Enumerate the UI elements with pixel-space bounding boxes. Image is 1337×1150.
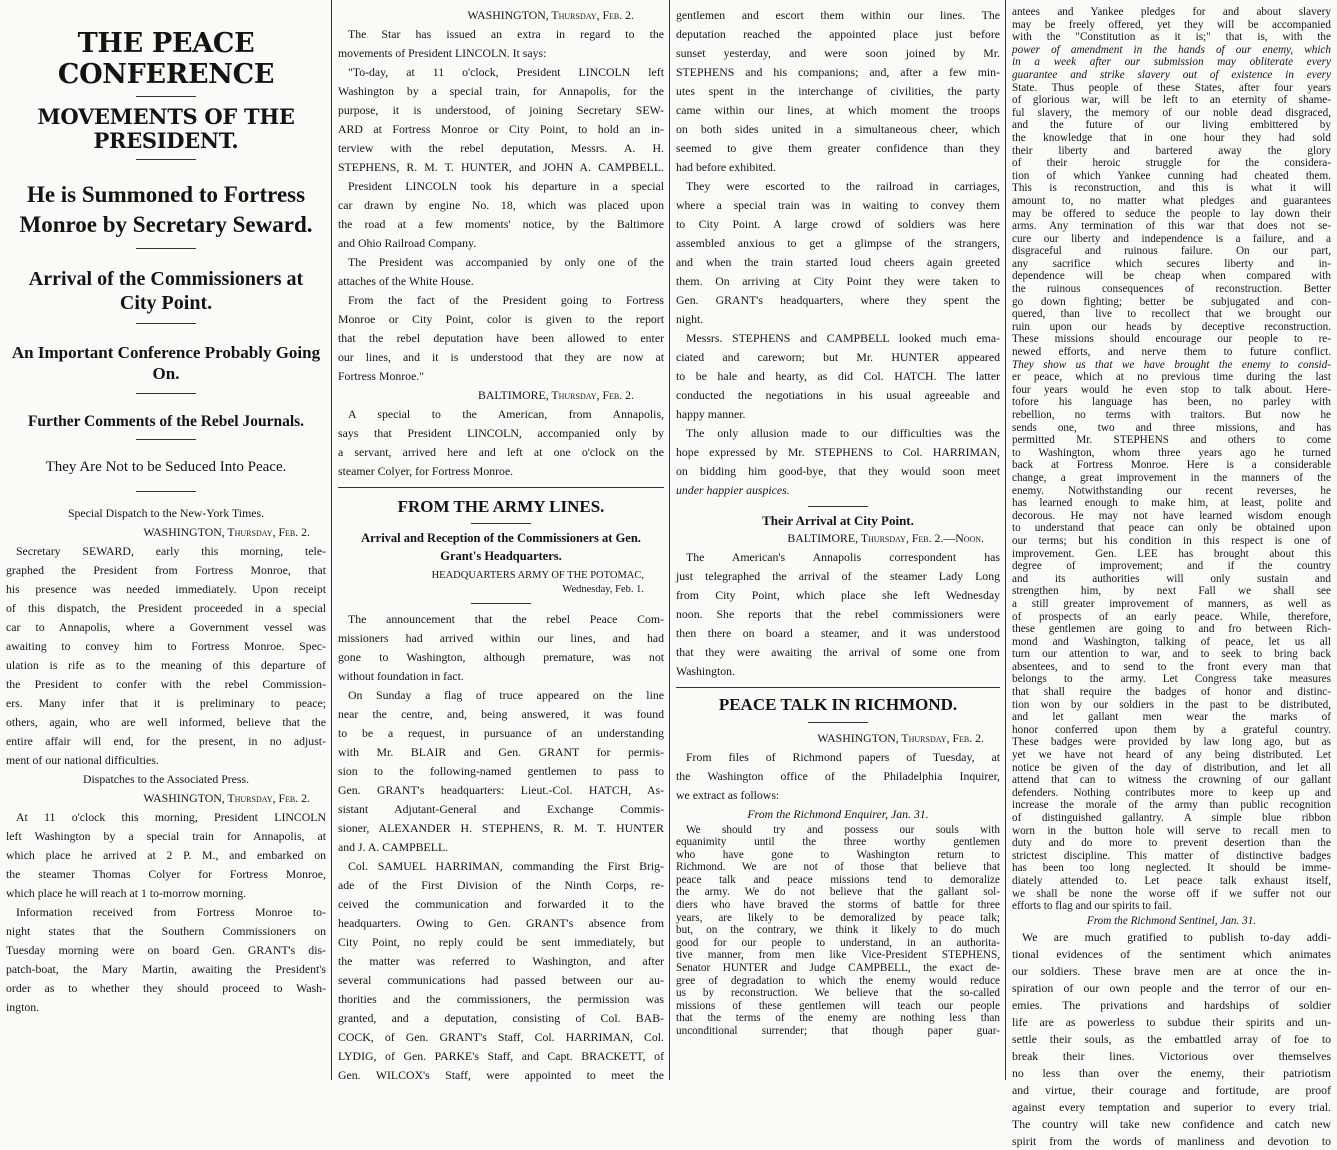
text-line: the army. We do not believe that the gallant sol- [676,886,1000,899]
byline: Dispatches to the Associated Press. [82,771,250,786]
text-line: on bidding him good-bye, that they would soon meet [676,464,1000,478]
divider [808,722,868,723]
text-line: The announcement that the rebel Peace Com- [348,612,664,627]
text-line: amount to, no matter what pledges and guarantees [1012,194,1331,207]
text-line: on both sides united in a simultaneous cheer, which [676,122,1000,136]
text-line: our soldiers. These brave men are at once the in- [1012,964,1331,979]
text-line: near the centre, and, being answered, it was found [338,707,664,722]
text-line: our terms; but his condition in this respect is one of [1012,534,1331,547]
divider [136,159,196,160]
text-line: and virtue, their courage and fortitude, are proof [1012,1083,1331,1098]
text-line: unconditional surrender; that though paper guar- [676,1025,1000,1037]
text-line: us by reconstruction. We believe that the so-called [676,987,1000,1000]
text-line: mond and Washington, talking of peace, let us all [1012,635,1331,648]
text-line: settle their souls, as the embattled array of foe to [1012,1032,1331,1047]
text-line: of distinguished gallantry. A simple blue ribbon [1012,812,1331,824]
text-line: steamer Colyer, for Fortress Monroe. [338,464,514,478]
text-line: hope expressed by Mr. STEPHENS to Col. HARRIMAN, [676,445,1000,459]
text-line: that shall require the badges of honor and distinc- [1012,686,1331,699]
text-line: night states that the Southern Commissioners on [6,923,326,938]
text-line: left Washington by a special train for Annapolis, at [6,828,326,843]
text-line: life are as powerless to subdue their spirits and un- [1012,1015,1331,1030]
text-line: The President was accompanied by only one of the [348,255,664,269]
text-line: absentees, and to send to the front every man that [1012,660,1331,673]
text-line: duty and do more to prevent desertion than the [1012,837,1331,850]
text-line: They were escorted to the railroad in carriages, [686,179,1000,193]
text-line: A special to the American, from Annapolis, [348,407,664,421]
text-line: tive manner, from men like Vice-President STEPHENS, [676,949,1000,962]
text-line: ciated and careworn; but Mr. HUNTER appeared [676,350,1000,364]
text-line: degree of improvement; and if the country [1012,560,1331,573]
text-line: er peace, which at no previous time during the last [1012,371,1331,384]
divider [136,491,196,492]
text-line: Gen. GRANT's headquarters: Lieut.-Col. HATCH, As- [338,783,664,798]
text-line: the road at a few moments' notice, by the Baltimore [338,217,664,231]
text-line: but, on the contrary, we think it likely to do much [676,924,1000,937]
text-line: notice be given of the day of distribution, and let all [1012,761,1331,774]
text-line: LYDIG, of Gen. PARKE's Staff, and Capt. BRACKETT, of [338,1049,664,1064]
dateline: WASHINGTON, Thursday, Feb. 2. [467,8,634,22]
text-line: Fortress Monroe." [338,369,425,383]
text-line: night. [676,312,704,326]
text-line: several communications had passed between our au- [338,973,664,988]
text-line: deputation reached the appointed place just before [676,27,1000,41]
text-line: yet we have not heard of any being distributed. Let [1012,749,1331,762]
text-line: power of amendment in the hands of our enemy, which [1012,43,1331,56]
text-line: who have gone to Washington return to [676,848,1000,861]
text-line: peace talk and peace missions tend to demoralize [676,873,1000,886]
text-line: where a special train was in waiting to convey them [676,198,1000,212]
text-line: Information received from Fortress Monroe to- [16,904,326,919]
text-line: no less than over the enemy, their patriotism [1012,1066,1331,1081]
text-line: against every temptation and superior to every trial. [1012,1100,1331,1115]
text-line: of this dispatch, the President proceeded in a special [6,600,326,615]
text-line: spirit from the words of manliness and devotion to [1012,1134,1331,1149]
text-line: thorities and the commissioners, the permission was [338,992,664,1007]
text-line: antees and Yankee pledges for and about slavery [1012,6,1331,18]
text-line: ade of the First Division of the Ninth Corps, re- [338,878,664,893]
text-line: quered, than live to recollect that we brought our [1012,308,1331,321]
text-line: from City Point, which place she left Wednesday [676,588,1000,603]
text-line: efforts to flag and our spirits to fail. [1012,900,1172,913]
text-line: increase the morale of the army than public recognition [1012,799,1331,812]
text-line: sunset yesterday, and were soon joined by Mr. [676,46,1000,60]
headline-army-lines: FROM THE ARMY LINES. [397,497,605,516]
text-line: may be offered to seduce the people to lay down their [1012,207,1331,220]
subhead-reception: Arrival and Reception of the Commissioners at Gen. Grant's Headquarters. [361,531,641,563]
headline-peace-conference: THE PEACE CONFERENCE [57,28,275,91]
text-line: Senator HUNTER and Judge CAMPBELL, the exact de- [676,962,1000,975]
text-line: to be hale and hearty, as did Col. HATCH. The latter [676,369,1000,383]
text-line: car to Annapolis, where a Government vessel was [6,619,326,634]
text-line: which place he will reach at 1 to-morrow morning. [6,885,247,900]
text-line: with Mr. BLAIR and Gen. GRANT for permis- [338,745,664,760]
text-line: State. Thus people of these States, after four years [1012,81,1331,94]
text-line: diately attended to. Let peace talk exhaust itself, [1012,874,1331,887]
text-line: equanimity until the three worthy gentlemen [676,836,1000,849]
text-line: may be freely offered, yet they will be accompanied [1012,18,1331,31]
text-line: break their lines. Victorious over themselves [1012,1049,1331,1064]
text-line: honor conferred upon them by a grateful country. [1012,723,1331,736]
text-line: had before exhibited. [676,160,776,174]
text-line: turn our attention to war, and to seek to bring back [1012,648,1331,661]
text-line: patch-boat, the Mary Martin, awaiting the President's [6,961,326,976]
text-line: utes spent in the interchange of civilities, the party [676,84,1000,98]
text-line: disgraceful and ruinous failure. On our part, [1012,245,1331,258]
text-line: of glorious war, will be left to an eternity of shame- [1012,94,1331,107]
text-line: The American's Annapolis correspondent has [686,550,1000,565]
text-line: tion of which Yankee cunning had cheated them. [1012,169,1331,182]
text-line: the ruinous consequences of reconstruction. Better [1012,283,1331,296]
text-line: our lines, and it is understood that they are now at [338,350,664,364]
dateline: BALTIMORE, Thursday, Feb. 2.—Noon. [787,531,984,546]
dateline: WASHINGTON, Thursday, Feb. 2. [817,730,984,745]
text-line: with the "Constitution as it is;" that is, with the [1012,31,1331,44]
text-line: guarantee and strike slavery out of existence in every [1012,68,1331,81]
text-line: just telegraphed the arrival of the steamer Lady Long [676,569,1000,584]
text-line: granted, and a deputation, consisting of Col. BAB- [338,1011,664,1026]
text-line: the knowledge that in one hour they had sold [1012,131,1331,144]
headline-summoned: He is Summoned to Fortress Monroe by Secretary Seward. [19,182,313,238]
text-line: They show us that we have brought the enemy to consid- [1012,358,1331,371]
text-line: ceived the communication and forwarded it to the [338,897,664,912]
text-line: we extract as follows: [676,787,780,802]
divider [808,506,868,507]
text-line: conducted the negotiations in his usual agreeable and [676,388,1000,402]
text-line: strengthen him, by next Fall we shall see [1012,585,1331,598]
text-line: their liberty and bartered away the glory [1012,144,1331,157]
text-line: We should try and possess our souls with [686,823,1000,836]
text-line: gentlemen and escort them within our lines. The [676,8,1000,22]
text-line: belongs to the army. Let Congress take measures [1012,673,1331,686]
text-line: spiration of our own people and the terror of our en- [1012,981,1331,996]
text-line: missions of these gentlemen will teach our people [676,999,1000,1012]
text-line: attend that can to witness the crowning of our gallant [1012,774,1331,787]
text-line: change, a great improvement in the manners of the [1012,471,1331,484]
text-line: ington. [6,999,40,1014]
text-line: City Point, no reply could be sent immediately, but [338,935,664,950]
text-line: tion won by our soldiers in the past to be distributed, [1012,698,1331,711]
text-line: of their heroic struggle for the considera- [1012,157,1331,170]
text-line: newed efforts, and nerve them to future conflict. [1012,346,1331,359]
text-line: go down fighting; better be subjugated and con- [1012,295,1331,308]
divider [136,439,196,440]
text-line: sion to the following-named gentlemen to pass to [338,764,664,779]
text-line: to City Point. A large crowd of soldiers was here [676,217,1000,231]
text-line: has learned enough to make him, at least, polite and [1012,497,1331,510]
text-line: and Ohio Railroad Company. [338,236,477,250]
text-line: the President to confer with the rebel Commission- [6,676,326,691]
text-line: we shall be none the worse off if we suffer not our [1012,887,1331,900]
text-line: that the terms of the enemy are nothing less than [676,1012,1000,1025]
text-line: President LINCOLN took his departure in a special [348,179,664,193]
text-line: movements of President LINCOLN. It says: [338,46,547,60]
text-line: back at Fortress Monroe. Here is a considerable [1012,459,1331,472]
text-line: sioner, ALEXANDER H. STEPHENS, R. M. T. HUNTER [338,821,664,836]
text-line: says that President LINCOLN, accompanied only by [338,426,664,440]
text-line: From files of Richmond papers of Tuesday, at [686,749,1000,764]
text-line: to understand that peace can only be obtained upon [1012,522,1331,535]
dateline: WASHINGTON, Thursday, Feb. 2. [143,790,310,805]
text-line: his presence was needed immediately. Upon receipt [6,581,326,596]
text-line: We are much gratified to publish to-day addi- [1022,930,1331,945]
headline-not-seduced: They Are Not to be Seduced Into Peace. [45,459,287,476]
text-line: strictest discipline. This matter of distinctive badges [1012,849,1331,862]
text-line: and let gallant men wear the marks of [1012,711,1331,724]
text-line: graphed the President from Fortress Monroe, that [6,562,326,577]
text-line: others, again, who are well informed, believe that the [6,714,326,729]
subhead-arrival-city-point: Their Arrival at City Point. [762,513,914,528]
text-line: The Star has issued an extra in regard to the [348,27,664,41]
text-line: gree of degradation to which the enemy would reduce [676,974,1000,987]
text-line: gone to Washington, although premature, was not [338,650,664,665]
dateline: BALTIMORE, Thursday, Feb. 2. [478,388,634,402]
text-line: which place he arrived at 2 P. M., and embarked on [6,847,326,862]
dateline: Wednesday, Feb. 1. [562,584,644,596]
text-line: worn in the button hole will serve to recall men to [1012,824,1331,837]
text-line: a still greater improvement of manners, as well as [1012,597,1331,610]
text-line: to be a request, in pursuance of an understanding [338,726,664,741]
text-line: of prospects of an early peace. While, therefore, [1012,610,1331,623]
text-line: the Washington office of the Philadelphia Inquirer, [676,768,1000,783]
text-line: these gentlemen are going to and fro between Rich- [1012,623,1331,636]
text-line: sistant Adjutant-General and Exchange Commis- [338,802,664,817]
dateline: WASHINGTON, Thursday, Feb. 2. [143,524,310,539]
text-line: COCK, of Gen. GRANT's Staff, Col. HARRIMAN, Col. [338,1030,664,1045]
headline-arrival: Arrival of the Commissioners at City Point. [28,268,304,315]
text-line: has been too long neglected. It should be imme- [1012,862,1331,875]
headline-rebel-journals: Further Comments of the Rebel Journals. [27,412,305,430]
text-line: and its authorities will only sustain and [1012,572,1331,585]
text-line: sends one, two and three missions, and has [1012,421,1331,434]
text-line: under happier auspices. [676,483,790,497]
divider [136,248,196,249]
text-line: attaches of the White House. [338,274,474,288]
text-line: good for our people to understand, in an authorita- [676,936,1000,949]
text-line: terview with the rebel deputation, Messrs. A. H. [338,141,664,155]
column-2 [332,0,670,1083]
divider [136,323,196,324]
text-line: dependence will be cheap when compared with [1012,270,1331,283]
divider [136,96,196,97]
text-line: defenders. Nothing contributes more to keep up and [1012,786,1331,799]
text-line: Col. SAMUEL HARRIMAN, commanding the First Brig- [348,859,664,874]
text-line: came within our lines, at which moment the troops [676,103,1000,117]
text-line: improvement. Gen. LEE has brought about this [1012,547,1331,560]
byline: Special Dispatch to the New-York Times. [67,505,265,520]
text-line: headquarters. Owing to Gen. GRANT's absence from [338,916,664,931]
text-line: ARD at Fortress Monroe or City Point, to hold an in- [338,122,664,136]
text-line: seemed to give them greater confidence than they [676,141,1000,155]
dateline: HEADQUARTERS ARMY OF THE POTOMAC, [431,570,644,582]
text-line: entire affair will end, for the present, in no adjust- [6,733,326,748]
source-line: From the Richmond Enquirer, Jan. 31. [747,806,929,821]
text-line: Messrs. STEPHENS and CAMPBELL looked much ema- [686,331,1000,345]
text-line: emies. The privations and hardships of soldier [1012,998,1331,1013]
text-line: These badges were provided by law long ago, but as [1012,736,1331,749]
text-line: ers. Many infer that it is preliminary to peace; [6,695,326,710]
text-line: missioners had arrived within our lines, and had [338,631,664,646]
text-line: ment of our national difficulties. [6,752,159,767]
text-line: From the fact of the President going to Fortress [348,293,664,307]
text-line: This is reconstruction, and this is what it will [1012,182,1331,195]
text-line: and J. A. CAMPBELL. [338,840,449,855]
column-3 [670,0,1006,1080]
text-line: order as to whether they should proceed to Wash- [6,980,326,995]
text-line: Gen. GRANT's headquarters, where they spent the [676,293,1000,307]
text-line: decorous. He may not have learned wisdom enough [1012,509,1331,522]
text-line: a servant, arrived here and left at one o'clock on the [338,445,664,459]
text-line: and when the train started loud cheers again greeted [676,255,1000,269]
text-line: "To-day, at 11 o'clock, President LINCOLN left [348,65,664,79]
text-line: Tuesday morning were on board Gen. GRANT's dis- [6,942,326,957]
text-line: then there on board a steamer, and it was understood [676,626,1000,641]
divider [471,603,531,604]
text-line: The only allusion made to our difficulties was the [686,426,1000,440]
column-4 [1006,0,1337,1149]
text-line: happy manner. [676,407,746,421]
column-1 [0,0,332,1080]
text-line: awaiting to convey him to Fortress Monroe. Spec- [6,638,326,653]
text-line: The country will take new confidence and catch new [1012,1117,1331,1132]
text-line: tofore his language has been, no parley with [1012,396,1331,409]
text-line: enemy. Notwithstanding our recent reverses, he [1012,484,1331,497]
section-divider [338,487,664,488]
text-line: in a week after our submission may obliterate every [1012,56,1331,69]
text-line: years, are likely to be demoralized by peace talk; [676,911,1000,924]
text-line: and the future of our living embittered by [1012,119,1331,132]
text-line: assembled anxious to get a glimpse of the strangers, [676,236,1000,250]
text-line: Washington by a special train, for Annapolis, for the [338,84,664,98]
text-line: STEPHENS, R. M. T. HUNTER, and JOHN A. CAMPBELL. [338,160,664,174]
text-line: At 11 o'clock this morning, President LINCOLN [16,809,326,824]
text-line: to Washington, whom three years ago he turned [1012,446,1331,459]
text-line: Richmond. We are not of those that believe that [676,861,1000,874]
text-line: These missions should encourage our people to re- [1012,333,1331,346]
text-line: Monroe or City Point, color is given to the report [338,312,664,326]
headline-conference: An Important Conference Probably Going On. [11,343,321,384]
section-divider [676,687,1000,688]
text-line: ruin upon our heads by deceptive reconstruction. [1012,320,1331,333]
text-line: noon. She reports that the rebel commissioners were [676,607,1000,622]
text-line: the steamer Thomas Colyer for Fortress Monroe, [6,866,326,881]
text-line: without foundation in fact. [338,669,464,684]
text-line: On Sunday a flag of truce appeared on the line [348,688,664,703]
text-line: permitted Mr. STEPHENS and others to come [1012,434,1331,447]
divider [471,523,531,524]
source-line: From the Richmond Sentinel, Jan. 31. [1086,914,1257,927]
text-line: four years would he even stop to talk about. Here- [1012,383,1331,396]
text-line: purpose, it is understood, of joining Secretary SEW- [338,103,664,117]
text-line: that they were awaiting the arrival of some one from [676,645,1000,660]
text-line: cure our liberty and independence is a failure, and a [1012,232,1331,245]
divider [136,393,196,394]
text-line: tional evidences of the sentiment which animates [1012,947,1331,962]
text-line: arms. Any termination of this war that does not se- [1012,220,1331,233]
headline-movements: MOVEMENTS OF THE PRESIDENT. [37,104,295,154]
text-line: the matter was referred to Washington, and after [338,954,664,969]
text-line: STEPHENS and his companions; and, after a few min- [676,65,1000,79]
text-line: them. On arriving at City Point they were taken to [676,274,1000,288]
text-line: rebellion, no terms with traitors. But now he [1012,409,1331,421]
text-line: diers who have braved the storms of battle for three [676,899,1000,912]
headline-peace-talk: PEACE TALK IN RICHMOND. [718,695,958,715]
text-line: ulation is rife as to the meaning of this departure of [6,657,326,672]
text-line: Secretary SEWARD, early this morning, tele- [16,543,326,558]
text-line: Gen. WILCOX's Staff, were appointed to meet the [338,1068,664,1083]
text-line: ful slavery, the memory of our noble dead disgraced, [1012,106,1331,119]
text-line: any sacrifice which secures liberty and in- [1012,257,1331,270]
text-line: car drawn by engine No. 18, which was placed upon [338,198,664,212]
text-line: that the rebel deputation have been allowed to enter [338,331,664,345]
text-line: Washington. [676,664,736,679]
